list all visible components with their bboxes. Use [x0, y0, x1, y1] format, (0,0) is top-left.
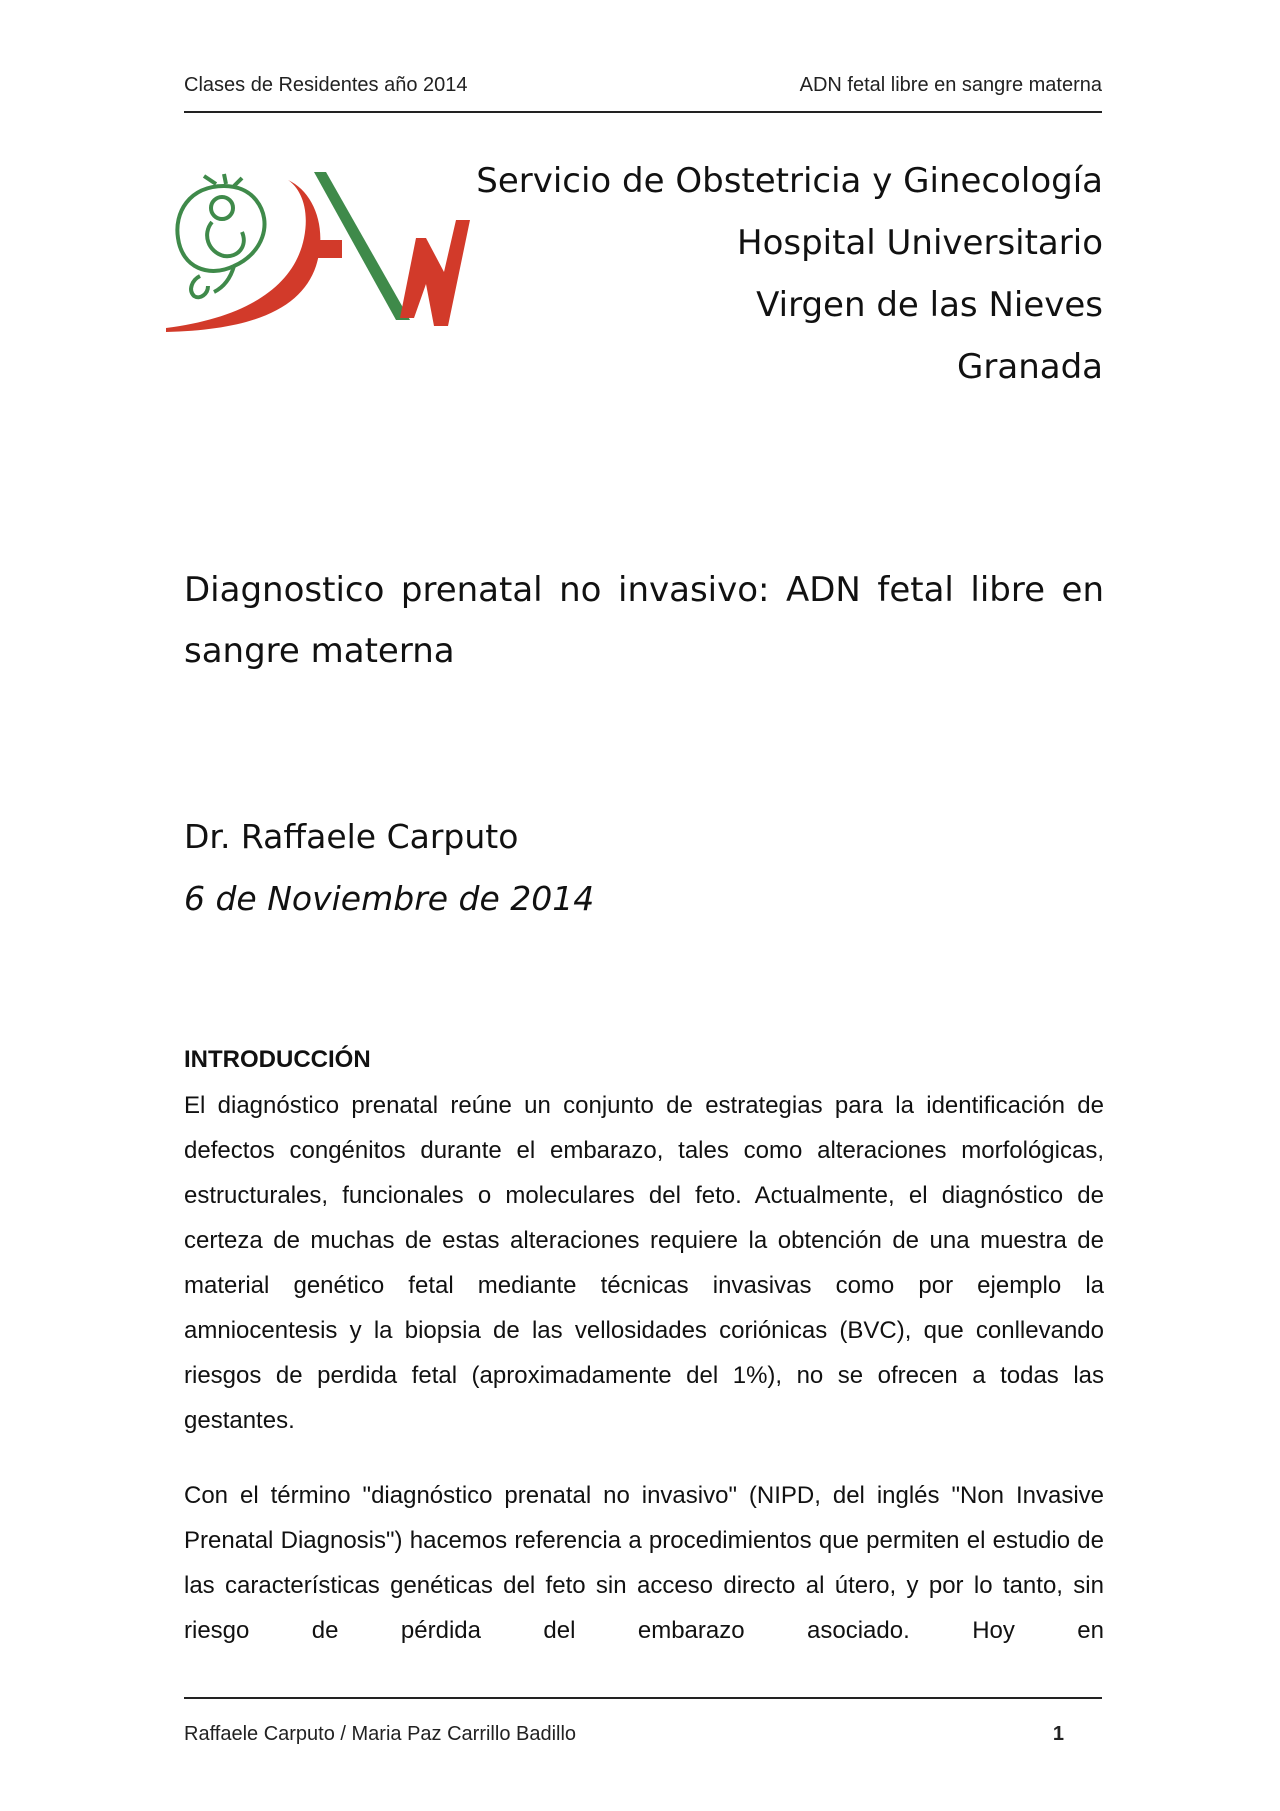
hospital-logo: [164, 168, 496, 334]
footer-rule: [184, 1697, 1102, 1699]
red-bar-icon: [314, 240, 342, 258]
footer-authors: Raffaele Carputo / Maria Paz Carrillo Badillo: [184, 1723, 577, 1745]
institution-service: Servicio de Obstetricia y Ginecología: [476, 161, 1103, 201]
running-footer: [184, 1723, 1064, 1753]
document-date: 6 de Noviembre de 2014: [184, 879, 595, 918]
header-right-text: ADN fetal libre en sangre materna: [799, 74, 1102, 96]
header-left-text: Clases de Residentes año 2014: [184, 74, 468, 96]
red-crescent-icon: [166, 180, 320, 332]
document-title: Diagnostico prenatal no invasivo: ADN fetal libre en sangre materna: [184, 570, 1104, 671]
section-heading: INTRODUCCIÓN: [184, 1046, 371, 1073]
fetus-emblem-icon: [177, 174, 264, 297]
intro-paragraph-2: Con el término "diagnóstico prenatal no invasivo" (NIPD, del inglés "Non Invasive Prenatal Diagnosis") hacemos referencia a procedimientos que permiten el estudio de las características genéticas del feto sin acceso directo al útero, y por lo tanto, sin riesgo de pérdida del embarazo asociado. Hoy en: [184, 1482, 1104, 1644]
author-name: Dr. Raffaele Carputo: [184, 817, 519, 856]
intro-paragraph-1: El diagnóstico prenatal reúne un conjunto de estrategias para la identificación de defectos congénitos durante el embarazo, tales como alteraciones morfológicas, estructurales, funcionales o moleculares del feto. Actualmente, el diagnóstico de certeza de muchas de estas alteraciones requiere la obtención de una muestra de material genético fetal mediante técnicas invasivas como por ejemplo la amniocentesis y la biopsia de las vellosidades coriónicas (BVC), que conllevando riesgos de perdida fetal (aproximadamente del 1%), no se ofrecen a todas las gestantes.: [184, 1092, 1104, 1434]
red-check-icon: [400, 220, 470, 326]
institution-hospital: Hospital Universitario: [737, 223, 1103, 263]
header-rule: [184, 111, 1102, 113]
institution-city: Granada: [957, 347, 1103, 387]
author-block: [184, 806, 594, 930]
institution-name: Virgen de las Nieves: [756, 285, 1103, 325]
page-number: 1: [1052, 1723, 1064, 1745]
institution-block: [476, 150, 1103, 398]
running-header: [184, 74, 1102, 104]
